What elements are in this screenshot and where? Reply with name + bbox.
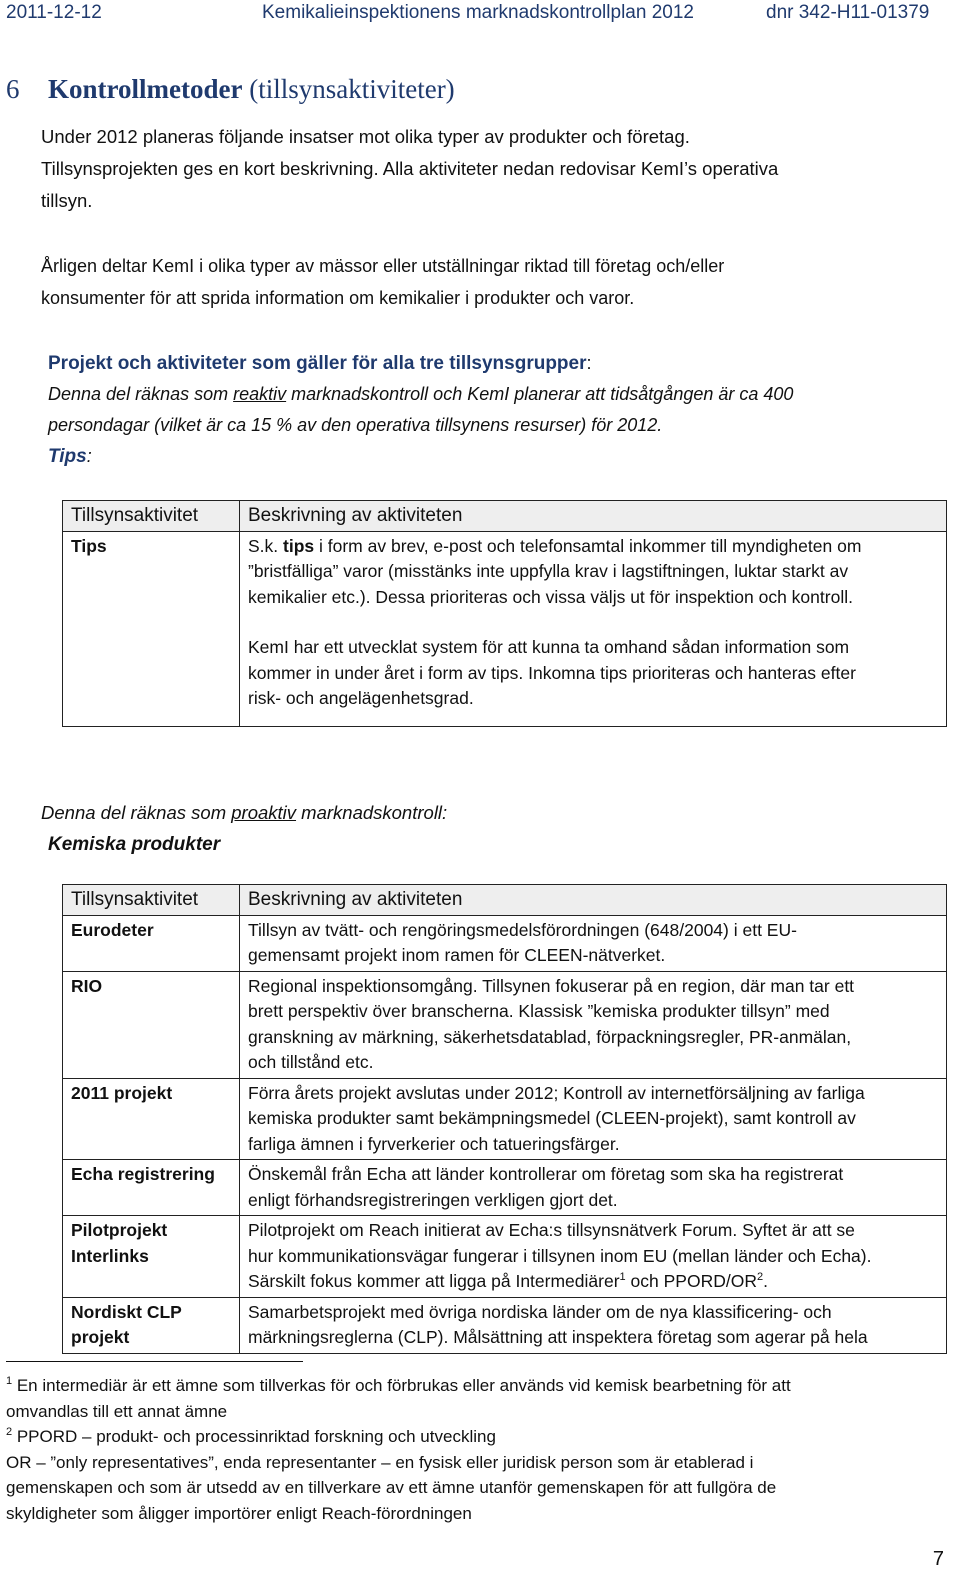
row-key: Tips <box>63 531 240 726</box>
row-key <box>63 1297 240 1353</box>
row-description <box>240 915 947 971</box>
table-row <box>63 971 947 1078</box>
description-text: KemI har ett utvecklat system för att kunna ta omhand sådan information som <box>248 637 850 657</box>
description-text: risk- och angelägenhetsgrad. <box>248 688 474 708</box>
fairs-line: konsumenter för att sprida information om kemikalier i produkter och varor. <box>41 288 635 308</box>
proactive-subheading: Kemiska produkter <box>48 834 221 855</box>
reactive-heading: Projekt och aktiviteter som gäller för alla tre tillsynsgrupper <box>48 353 587 374</box>
page-number: 7 <box>932 1548 944 1570</box>
description-text: Förra årets projekt avslutas under 2012; Kontroll av internetförsäljning av farliga <box>248 1082 865 1103</box>
intro-line: Tillsynsprojekten ges en kort beskrivning. Alla aktiviteter nedan redovisar KemI’s operativa <box>41 158 779 179</box>
reactive-heading-colon: : <box>586 353 592 373</box>
row-key <box>63 1216 240 1298</box>
row-key-line: Nordiskt CLP <box>71 1301 182 1322</box>
table-header-row <box>63 885 947 916</box>
section-title-bold: Kontrollmetoder <box>48 74 243 104</box>
row-description <box>240 1216 947 1298</box>
column-header: Tillsynsaktivitet <box>63 885 240 916</box>
reactive-section <box>48 348 793 472</box>
footnote-text: En intermediär är ett ämne som tillverkas för och förbrukas eller används vid kemisk bearbetning för att <box>12 1376 791 1395</box>
description-text: kemikalier etc.). Dessa prioriteras och vissa väljs ut för inspektion och kontroll. <box>248 586 853 607</box>
proactive-keyword: proaktiv <box>231 802 297 823</box>
header-title: Kemikalieinspektionens marknadskontrollplan 2012 <box>262 2 694 23</box>
table-row <box>63 1160 947 1216</box>
description-text: Tillsyn av tvätt- och rengöringsmedelsförordningen (648/2004) i ett EU- <box>248 919 797 940</box>
row-description <box>240 1297 947 1353</box>
footnote-text: skyldigheter som åligger importörer enligt Reach-förordningen <box>6 1503 472 1523</box>
proactive-text: marknadskontroll: <box>296 802 448 823</box>
footnote-text: OR – ”only representatives”, enda representanter – en fysisk eller juridisk person som är etablerad i <box>6 1452 754 1472</box>
footnote-number: 2 <box>6 1426 13 1438</box>
description-text: brett perspektiv över branscherna. Klassisk ”kemiska produkter tillsyn” med <box>248 1001 830 1021</box>
fairs-paragraph <box>41 250 724 314</box>
row-description <box>240 1160 947 1216</box>
description-text: i form av brev, e-post och telefonsamtal inkommer till myndigheten om <box>314 535 862 556</box>
row-key-line: Interlinks <box>71 1245 149 1266</box>
tips-label: Tips <box>48 446 87 467</box>
description-text: farliga ämnen i fyrverkerier och tatueringsfärger. <box>248 1133 620 1154</box>
row-key-line: Pilotprojekt <box>71 1220 168 1240</box>
description-text: enligt förhandsregistreringen verkligen gjort det. <box>248 1189 618 1210</box>
row-description <box>240 531 947 726</box>
description-keyword: tips <box>283 535 315 556</box>
proactive-text: Denna del räknas som <box>41 802 232 823</box>
column-header: Beskrivning av aktiviteten <box>240 885 947 916</box>
description-text: kommer in under året i form av tips. Inkomna tips prioriteras och hanteras efter <box>248 662 856 683</box>
table-row <box>63 915 947 971</box>
table-row <box>63 1216 947 1298</box>
description-text: och PPORD/OR <box>625 1271 757 1291</box>
table-row <box>63 531 947 726</box>
tips-table <box>62 500 947 727</box>
row-key: 2011 projekt <box>63 1078 240 1160</box>
footnote-text: gemenskapen och som är utsedd av en tillverkare av ett ämne utanför gemenskapen för att fullgöra de <box>6 1478 777 1497</box>
column-header: Tillsynsaktivitet <box>63 501 240 532</box>
description-text: S.k. <box>248 535 284 556</box>
reactive-text: persondagar (vilket är ca 15 % av den operativa tillsynens resurser) för 2012. <box>48 415 663 435</box>
description-text: märkningsreglerna (CLP). Målsättning att inspektera företag som agerar på hela <box>248 1327 868 1347</box>
description-text: Önskemål från Echa att länder kontrollerar om företag som ska ha registrerat <box>248 1164 844 1184</box>
description-text: Särskilt fokus kommer att ligga på Intermediärer <box>248 1271 620 1291</box>
header-date: 2011-12-12 <box>6 2 102 23</box>
footnote-ref: 1 <box>619 1271 626 1283</box>
section-title-rest: (tillsynsaktiviteter) <box>249 74 455 104</box>
row-key: Echa registrering <box>63 1160 240 1216</box>
description-text: ”bristfälliga” varor (misstänks inte uppfylla krav i lagstiftningen, luktar starkt av <box>248 561 849 581</box>
products-table <box>62 884 947 1354</box>
reactive-text: Denna del räknas som <box>48 384 234 404</box>
row-description <box>240 971 947 1078</box>
description-text: och tillstånd etc. <box>248 1052 374 1072</box>
footnote-number: 1 <box>6 1375 13 1387</box>
header-dnr: dnr 342-H11-01379 <box>766 2 930 23</box>
description-text: hur kommunikationsvägar fungerar i tillsynen inom EU (mellan länder och Echa). <box>248 1245 872 1266</box>
description-text: Regional inspektionsomgång. Tillsynen fokuserar på en region, där man tar ett <box>248 975 855 996</box>
row-description <box>240 1078 947 1160</box>
footnote-text: omvandlas till ett annat ämne <box>6 1401 228 1421</box>
intro-paragraph <box>41 121 778 217</box>
footnotes <box>6 1373 791 1526</box>
description-text: . <box>763 1271 768 1291</box>
intro-line: tillsyn. <box>41 190 93 211</box>
row-key: Eurodeter <box>63 915 240 971</box>
reactive-text: marknadskontroll och KemI planerar att tidsåtgången är ca 400 <box>286 384 794 404</box>
proactive-line <box>41 797 447 829</box>
table-row <box>63 1078 947 1160</box>
row-key-line: projekt <box>71 1327 130 1347</box>
fairs-line: Årligen deltar KemI i olika typer av mässor eller utställningar riktad till företag och/eller <box>41 256 725 276</box>
intro-line: Under 2012 planeras följande insatser mot olika typer av produkter och företag. <box>41 126 690 147</box>
column-header: Beskrivning av aktiviteten <box>240 501 947 532</box>
description-text: kemiska produkter samt bekämpningsmedel (CLEEN-projekt), samt kontroll av <box>248 1108 856 1128</box>
description-text: Samarbetsprojekt med övriga nordiska länder om de nya klassificering- och <box>248 1301 832 1322</box>
tips-colon: : <box>86 446 92 466</box>
footnote-text: PPORD – produkt- och processinriktad forskning och utveckling <box>12 1427 496 1446</box>
description-text: Pilotprojekt om Reach initierat av Echa:s tillsynsnätverk Forum. Syftet är att se <box>248 1220 855 1240</box>
reactive-keyword: reaktiv <box>233 384 287 404</box>
table-row <box>63 1297 947 1353</box>
row-key: RIO <box>63 971 240 1078</box>
section-number: 6 <box>6 74 20 104</box>
description-text: granskning av märkning, säkerhetsdatablad, förpackningsregler, PR-anmälan, <box>248 1026 852 1047</box>
description-text: gemensamt projekt inom ramen för CLEEN-nätverket. <box>248 945 666 965</box>
footnote-ref: 2 <box>756 1271 764 1283</box>
table-header-row <box>63 501 947 532</box>
footnote-separator <box>6 1361 303 1362</box>
section-title <box>48 74 455 105</box>
